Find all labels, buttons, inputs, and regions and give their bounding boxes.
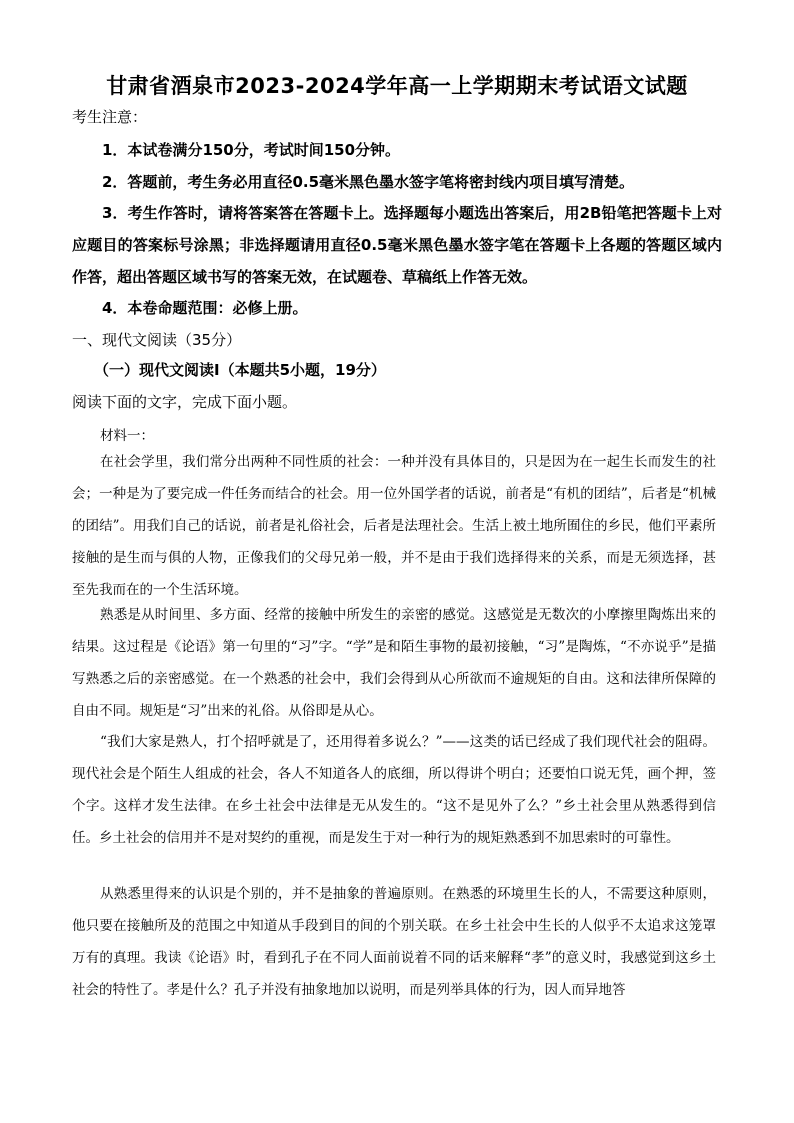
notice-item-2: 2．答题前，考生务必用直径0.5毫米黑色墨水签字笔将密封线内项目填写清楚。: [102, 173, 635, 191]
section-heading: 一、现代文阅读（35分）: [72, 331, 242, 349]
material-label: 材料一：: [100, 428, 154, 444]
reading-instruction: 阅读下面的文字，完成下面小题。: [72, 393, 298, 411]
notice-heading: 考生注意：: [72, 108, 148, 126]
notice-item-1: 1．本试卷满分150分，考试时间150分钟。: [102, 141, 401, 159]
notice-item-3: 3．考生作答时，请将答案答在答题卡上。选择题每小题选出答案后，用2B铅笔把答题卡上对应题目的答案标号涂黑；非选择题请用直径0.5毫米黑色墨水签字笔在答题卡上各题的答题区域内作答，超出答题区域书写的答案无效，在试题卷、草稿纸上作答无效。: [72, 204, 722, 286]
paragraph-2: 熟悉是从时间里、多方面、经常的接触中所发生的亲密的感觉。这感觉是无数次的小摩擦里陶炼出来的结果。这过程是《论语》第一句里的“习”字。“学”是和陌生事物的最初接触，“习”是陶炼，“不亦说乎”是描写熟悉之后的亲密感觉。在一个熟悉的社会中，我们会得到从心所欲而不逾规矩的自由。这和法律所保障的自由不同。规矩是“习”出来的礼俗。从俗即是从心。: [72, 607, 716, 719]
notice-item-4: 4．本卷命题范围：必修上册。: [102, 299, 308, 317]
paragraph-1: 在社会学里，我们常分出两种不同性质的社会：一种并没有具体目的，只是因为在一起生长而发生的社会；一种是为了要完成一件任务而结合的社会。用一位外国学者的话说，前者是“有机的团结”，后者是“机械的团结”。用我们自己的话说，前者是礼俗社会，后者是法理社会。生活上被土地所囿住的乡民，他们平素所接触的是生而与俱的人物，正像我们的父母兄弟一般，并不是由于我们选择得来的关系，而是无须选择，甚至先我而在的一个生活环境。: [72, 454, 716, 598]
paragraph-3: “我们大家是熟人，打个招呼就是了，还用得着多说么？”——这类的话已经成了我们现代社会的阻碍。现代社会是个陌生人组成的社会，各人不知道各人的底细，所以得讲个明白；还要怕口说无凭，画个押，签个字。这样才发生法律。在乡土社会中法律是无从发生的。“这不是见外了么？”乡土社会里从熟悉得到信任。乡土社会的信用并不是对契约的重视，而是发生于对一种行为的规矩熟悉到不加思索时的可靠性。: [72, 734, 716, 846]
page-title: 甘肃省酒泉市2023-2024学年高一上学期期末考试语文试题: [106, 74, 688, 98]
paragraph-4: 从熟悉里得来的认识是个别的，并不是抽象的普遍原则。在熟悉的环境里生长的人，不需要这种原则，他只要在接触所及的范围之中知道从手段到目的间的个别关联。在乡土社会中生长的人似乎不太追求这笼罩万有的真理。我读《论语》时，看到孔子在不同人面前说着不同的话来解释“孝”的意义时，我感觉到这乡土社会的特性了。孝是什么？孔子并没有抽象地加以说明，而是列举具体的行为，因人而异地答: [72, 886, 716, 998]
subsection-heading: （一）现代文阅读Ⅰ（本题共5小题，19分）: [94, 361, 386, 379]
